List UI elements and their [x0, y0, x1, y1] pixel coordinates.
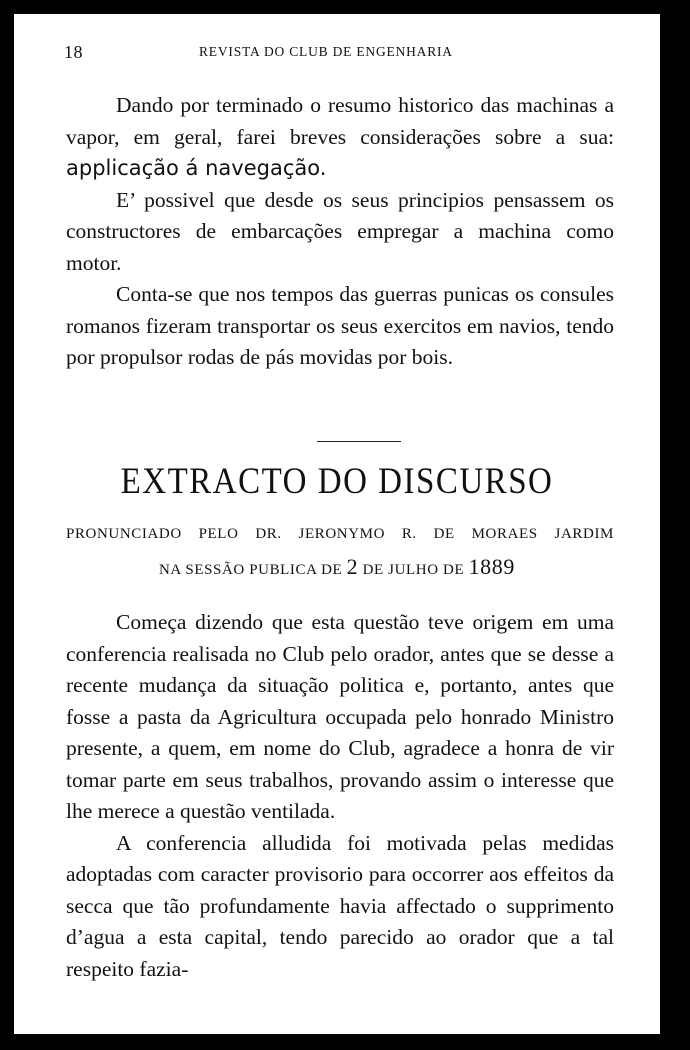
- subtitle-text: NA SESSÃO PUBLICA DE: [159, 562, 343, 578]
- extract-subtitle-line2: [14, 554, 660, 580]
- paragraph: Começa dizendo que esta questão teve origem em uma conferencia realisada no Club pelo orador, antes que se desse a recente mudança da situação politica e, portanto, antes que fosse a pasta da Agricultura occupada pelo honrado Ministro presente, a quem, em nome do Club, agradece a honra de vir tomar parte em seus trabalhos, provando assim o interesse que lhe merece a questão ventilada.: [66, 610, 614, 823]
- page: [14, 14, 660, 1034]
- paragraph: [66, 90, 614, 185]
- section-steam-navigation: [66, 90, 614, 374]
- running-head: REVISTA DO CLUB DE ENGENHARIA: [199, 44, 453, 59]
- extract-title: EXTRACTO DO DISCURSO: [120, 461, 554, 503]
- session-year: 1889: [468, 554, 515, 579]
- paragraph: E’ possivel que desde os seus principios pensassem os constructores de embarcações empregar a machina como motor.: [66, 187, 614, 275]
- extract-subtitle-line1: PRONUNCIADO PELO DR. JERONYMO R. DE MORAES JARDIM: [66, 526, 614, 542]
- scan-border-bottom: [0, 1034, 690, 1050]
- paragraph: A conferencia alludida foi motivada pelas medidas adoptadas com caracter provisorio para occorrer aos effeitos da secca que tão profundamente havia affectado o supprimento d’agua a esta capital, tendo parecido ao orador que a tal respeito fazia-: [66, 830, 614, 981]
- paragraph: Conta-se que nos tempos das guerras punicas os consules romanos fizeram transportar os seus exercitos em navios, tendo por propulsor rodas de pás movidas por bois.: [66, 282, 614, 369]
- paragraph-text: Dando por terminado o resumo historico das machinas a vapor, em geral, farei breves considerações sobre a sua:: [66, 93, 614, 149]
- session-day: 2: [346, 554, 359, 579]
- page-number: 18: [64, 42, 83, 62]
- emphasis-heading: applicação á navegação.: [66, 156, 327, 180]
- subtitle-text: DE JULHO DE: [362, 562, 465, 578]
- section-divider: [317, 441, 401, 442]
- section-speech: [66, 607, 614, 985]
- scan-border-right: [660, 0, 690, 1050]
